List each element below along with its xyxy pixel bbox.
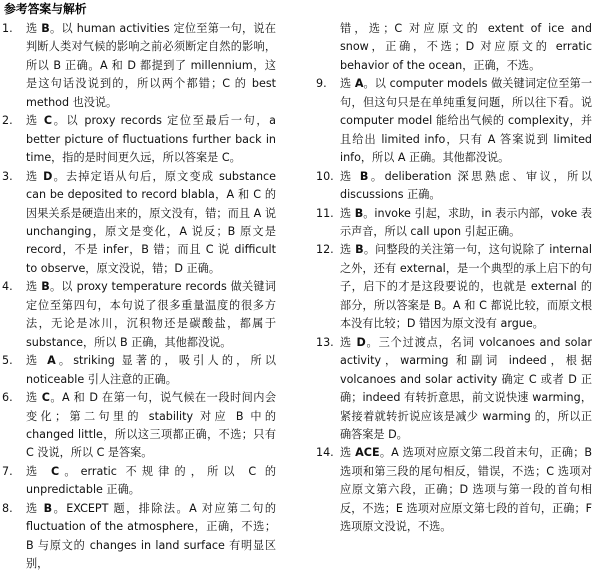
explanation-text: 。A 选项对应原文第二段首末句，正确；B 选项和第三段的尾句相反，错误，不选；C 选项对应原文第六段，正确；D 选项与第一段的首句相反，不选；E 选项对应原文第七段的首句，正确；F 选项原文没说，不选。 (340, 446, 592, 534)
explanation-text: 。以 computer models 做关键词定位至第一句，但这句只是在单纯重复问题，所以往下看。说 computer model 能给出气候的 complexity，并且给出 limited info，只有 A 答案说到 limited info，所以 A 正确。其他都没说。 (340, 77, 592, 165)
answer-item-8-continued (316, 20, 592, 75)
answer-item-7 (2, 463, 276, 500)
answer-letter: A (47, 354, 56, 368)
left-column (2, 20, 276, 574)
explanation-text: 。问整段的关注第一句，这句说除了 internal 之外，还有 external，是一个典型的承上启下的句子，启下的才是这段要说的，也就是 external 的部分，所以答案是 B。A 和 C 都说比较，而原文根本没有比较；D 错因为原文没有 argue。 (340, 243, 592, 331)
item-number: 13. (316, 335, 334, 349)
explanation-text: 。去掉定语从句后，原文变成 substance can be deposited to record blabla，A 和 C 的因果关系是硬造出来的，原文没有，错；而且 A 说 unchanging，原文是变化，A 说反；B 原文是 record，不是 infer，B 错；而且 C 说 difficult to observe，原文没说，错；D 正确。 (26, 169, 276, 275)
explanation-text: 。以 human activities 定位至第一句，说在判断人类对气候的影响之前必须断定自然的影响，所以 B 正确。A 和 D 都提到了 millennium，这是这句话没说到的，所以两个都错；C 的 best method 也没说。 (26, 22, 277, 109)
item-number: 14. (316, 446, 334, 460)
answer-letter: B (41, 280, 50, 294)
answer-item-4 (2, 278, 276, 352)
answer-item-8 (2, 500, 276, 574)
item-prefix: 选 (26, 354, 48, 368)
answer-item-9 (316, 75, 592, 167)
item-number: 6. (2, 391, 13, 405)
item-prefix: 选 (26, 464, 51, 478)
explanation-text: 。invoke 引起，求助，in 表示内部，voke 表示声音，所以 call upon 引起正确。 (340, 206, 592, 238)
item-prefix: 选 (26, 501, 44, 515)
item-number: 5. (2, 354, 13, 368)
item-prefix: 选 (26, 22, 42, 35)
answer-letter: C (41, 391, 50, 405)
answer-item-5 (2, 352, 276, 389)
answer-item-3 (2, 168, 276, 279)
item-number: 8. (2, 501, 13, 515)
item-number: 2. (2, 114, 13, 128)
answer-item-2 (2, 112, 276, 167)
answer-item-14 (316, 444, 592, 536)
item-number: 4. (2, 280, 13, 294)
answer-item-12 (316, 241, 592, 333)
item-prefix: 选 (26, 391, 42, 405)
explanation-text: 。striking 显著的，吸引人的，所以 noticeable 引人注意的正确。 (26, 354, 276, 386)
explanation-text: 。EXCEPT 题，排除法。A 对应第二句的 fluctuation of the atmosphere，正确，不选；B 与原文的 changes in land surface 有明显区别， (26, 501, 277, 571)
item-number: 12. (316, 243, 334, 257)
item-prefix: 选 (340, 243, 356, 257)
answer-letter: B (41, 22, 50, 35)
answer-letter: A (354, 77, 364, 91)
answer-letter: D (356, 335, 366, 349)
right-column (316, 20, 592, 537)
answer-item-1 (2, 20, 276, 112)
item-number: 1. (2, 22, 13, 35)
item-number: 3. (2, 169, 13, 183)
item-number: 7. (2, 464, 13, 478)
continuation-text: 错，选；C 对应原文的 extent of ice and snow，正确，不选；D 对应原文的 erratic behavior of the ocean，正确，不选。 (340, 22, 592, 72)
item-prefix: 选 (340, 169, 360, 183)
explanation-text: 。以 proxy temperature records 做关键词定位至第四句，本句说了很多重量温度的很多方法，无论是冰川，沉积物还是碳酸盐，都属于 substance，所以 B 正确，其他都没说。 (26, 280, 276, 349)
item-number: 9. (316, 77, 327, 91)
answer-letter: B (43, 501, 53, 515)
explanation-text: 。A 和 D 在第一句，说气候在一段时间内会变化；第二句里的 stability 对应 B 中的 changed little，所以这三项都正确，不选；只有 C 没说，所以 C 是答案。 (26, 391, 277, 460)
item-prefix: 选 (26, 280, 42, 294)
answer-letter: D (43, 169, 53, 183)
answer-item-13 (316, 334, 592, 445)
explanation-text: 。三个过渡点，名词 volcanoes and solar activity，warming 和副词 indeed，根据 volcanoes and solar activity 确定 C 或者 D 正确；indeed 有转折意思，前文说快速 warming，紧接着就转折说应该是减少 warming 的，所以正确答案是 D。 (340, 335, 592, 441)
answer-letter: C (43, 114, 53, 128)
answer-item-10 (316, 168, 592, 205)
page-title: 参考答案与解析 (4, 2, 87, 16)
item-prefix: 选 (340, 77, 355, 91)
answer-letter: B (355, 243, 364, 257)
answer-letter: B (354, 206, 364, 220)
explanation-text: 。deliberation 深思熟虑、审议，所以 discussions 正确。 (340, 169, 592, 202)
item-prefix: 选 (340, 206, 355, 220)
answer-item-11 (316, 205, 592, 242)
item-prefix: 选 (26, 169, 44, 183)
item-number: 11. (316, 206, 334, 220)
explanation-text: 。erratic 不规律的，所以 C 的 unpredictable 正确。 (26, 464, 276, 497)
explanation-text: 。以 proxy records 定位至最后一句，a better picture of fluctuations further back in time，指的是时间更久远，所以答案是 C。 (26, 114, 276, 165)
answer-item-6 (2, 389, 276, 463)
item-prefix: 选 (26, 114, 44, 128)
answer-letter: C (51, 464, 60, 478)
item-number: 10. (316, 169, 334, 183)
item-prefix: 选 (340, 446, 356, 460)
answer-letter: B (359, 169, 369, 183)
item-prefix: 选 (340, 335, 357, 349)
answer-letter: ACE (355, 446, 380, 460)
